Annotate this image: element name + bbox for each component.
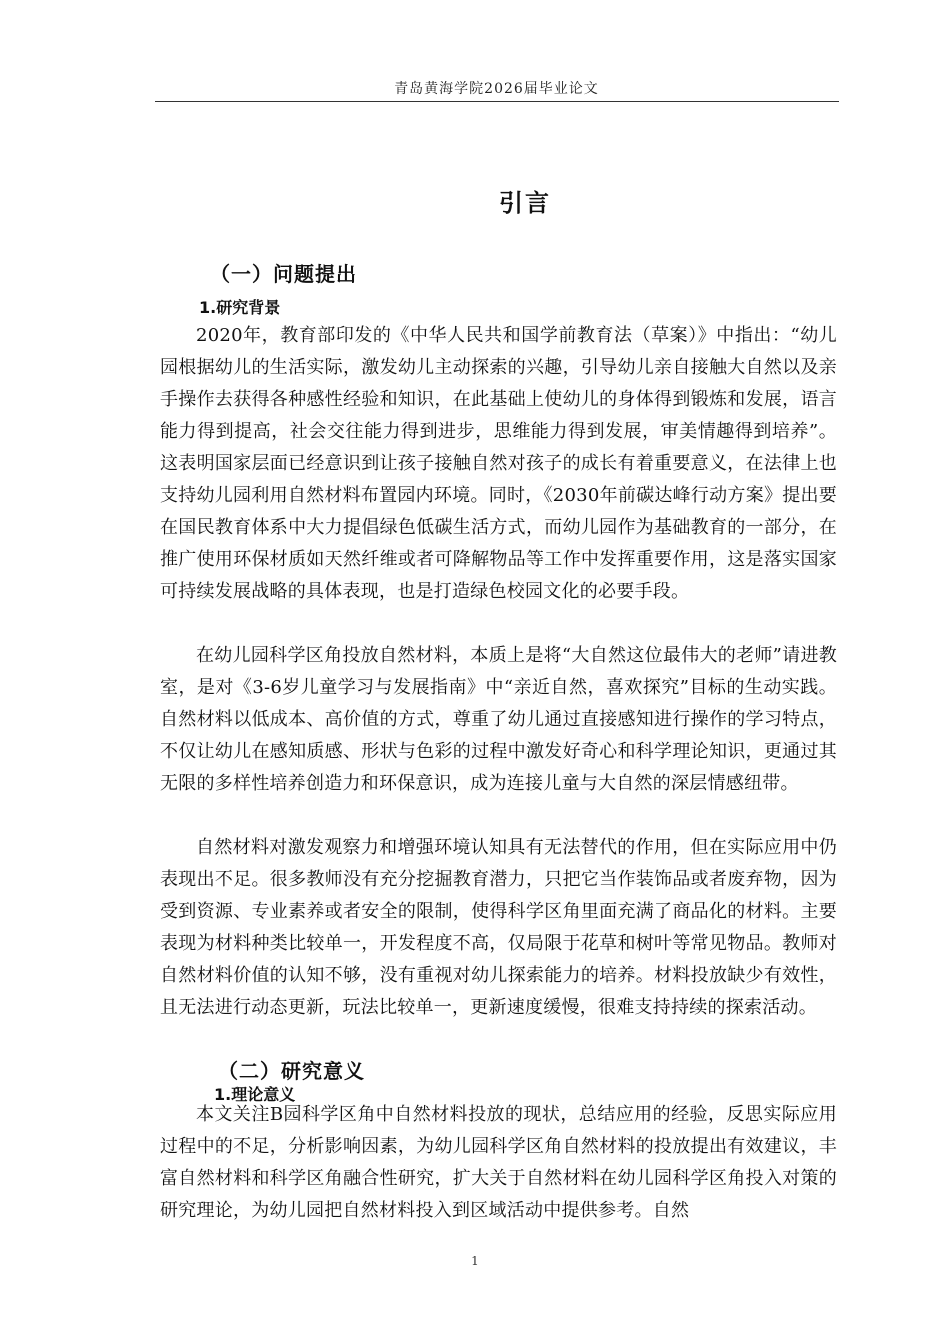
subheading-theoretical: 1.理论意义: [214, 1085, 296, 1104]
paragraph-background-1: 2020年，教育部印发的《中华人民共和国学前教育法（草案）》中指出：“幼儿园根据幼儿的生活实际，激发幼儿主动探索的兴趣，引导幼儿亲自接触大自然以及亲手操作去获得各种感性经验和知识，在此基础上使幼儿的身体得到锻炼和发展，语言能力得到提高，社会交往能力得到进步，思维能力得到发展，审美情趣得到培养”。这表明国家层面已经意识到让孩子接触自然对孩子的成长有着重要意义，在法律上也支持幼儿园利用自然材料布置园内环境。同时，《2030年前碳达峰行动方案》提出要在国民教育体系中大力提倡绿色低碳生活方式，而幼儿园作为基础教育的一部分，在推广使用环保材质如天然纤维或者可降解物品等工作中发挥重要作用，这是落实国家可持续发展战略的具体表现，也是打造绿色校园文化的必要手段。: [160, 325, 837, 602]
page-header: 青岛黄海学院2026届毕业论文: [394, 81, 599, 97]
paragraph-background-2: 在幼儿园科学区角投放自然材料，本质上是将“大自然这位最伟大的老师”请进教室，是对《3-6岁儿童学习与发展指南》中“亲近自然，喜欢探究”目标的生动实践。自然材料以低成本、高价值的方式，尊重了幼儿通过直接感知进行操作的学习特点，不仅让幼儿在感知质感、形状与色彩的过程中激发好奇心和科学理论知识，更通过其无限的多样性培养创造力和环保意识，成为连接儿童与大自然的深层情感纽带。: [160, 645, 837, 794]
paragraph-theoretical-1: 本文关注B园科学区角中自然材料投放的现状，总结应用的经验，反思实际应用过程中的不足，分析影响因素，为幼儿园科学区角自然材料的投放提出有效建议，丰富自然材料和科学区角融合性研究，扩大关于自然材料在幼儿园科学区角投入对策的研究理论，为幼儿园把自然材料投入到区域活动中提供参考。自然: [160, 1104, 837, 1221]
header-divider: [155, 101, 839, 102]
subheading-background: 1.研究背景: [199, 298, 281, 317]
page-title: 引言: [499, 189, 551, 217]
page-number: 1: [471, 1254, 479, 1268]
section-heading-significance: （二）研究意义: [218, 1059, 365, 1083]
paragraph-background-3: 自然材料对激发观察力和增强环境认知具有无法替代的作用，但在实际应用中仍表现出不足。很多教师没有充分挖掘教育潜力，只把它当作装饰品或者废弃物，因为受到资源、专业素养或者安全的限制，使得科学区角里面充满了商品化的材料。主要表现为材料种类比较单一，开发程度不高，仅局限于花草和树叶等常见物品。教师对自然材料价值的认知不够，没有重视对幼儿探索能力的培养。材料投放缺少有效性，且无法进行动态更新，玩法比较单一，更新速度缓慢，很难支持持续的探索活动。: [160, 837, 837, 1018]
section-heading-problem: （一）问题提出: [210, 262, 357, 286]
